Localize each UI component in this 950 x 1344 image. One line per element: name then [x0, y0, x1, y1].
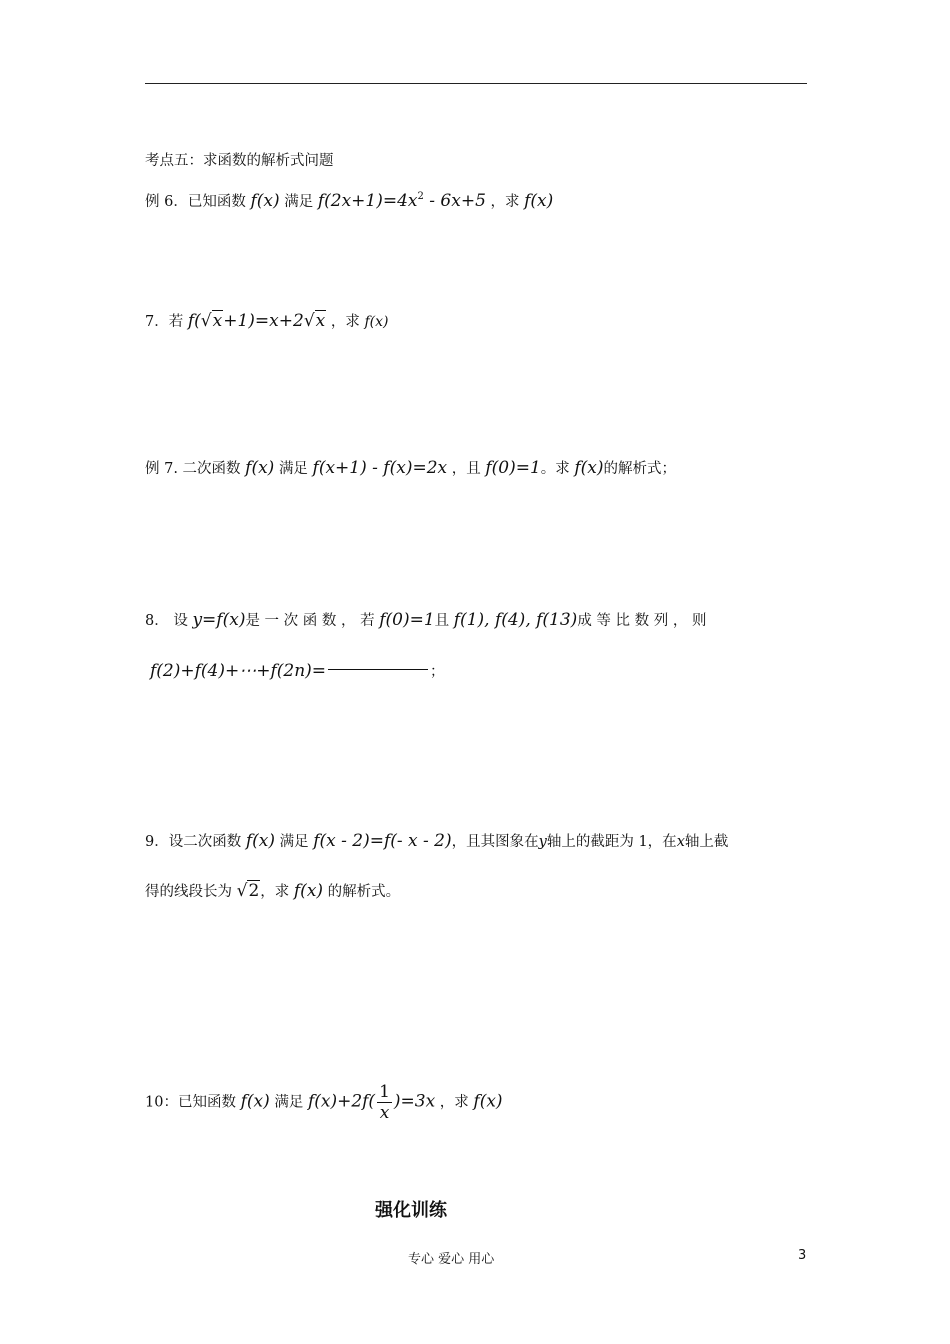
section2-title: 强化训练 [375, 1200, 447, 1221]
fraction-1-over-x: $\frac{1}{x}$ [379, 1082, 390, 1123]
footer-text: 专心 爱心 用心 [408, 1252, 495, 1267]
header-rule [145, 83, 807, 84]
problem-8: 8． 设 y=f(x)是 一 次 函 数 ， 若 f(0)=1且 f(1), f(4), f(13)成 等 比 数 列 ， 则 [145, 610, 707, 630]
problem-9: 9．设二次函数 f(x) 满足 f(x - 2)=f(- x - 2)，且其图象在y轴上的截距为 1，在x轴上截 [145, 831, 729, 851]
problem-8-line2: f(2)+f(4)+⋯+f(2n)= ； [150, 661, 445, 681]
page-number: 3 [798, 1248, 807, 1263]
problem-7: 7．若 f(√x+1)=x+2√x ，求 f(x) [145, 311, 389, 331]
problem-9-line2: 得的线段长为 √2，求 f(x) 的解析式。 [145, 881, 401, 901]
answer-blank [328, 669, 428, 670]
example-7: 例 7. 二次函数 f(x) 满足 f(x+1) - f(x)=2x ，且 f(0)=1。求 f(x)的解析式； [145, 458, 677, 478]
example-6: 例 6．已知函数 f(x) 满足 $f(2x+1)=4x^2 - 6x+5$ ，求 f(x) [145, 191, 554, 211]
section-title: 考点五：求函数的解析式问题 [145, 153, 334, 169]
problem-10: 10：已知函数 f(x) 满足 f(x)+2f( $\frac{1}{x}$ )=3x ，求 f(x) [145, 1082, 503, 1123]
